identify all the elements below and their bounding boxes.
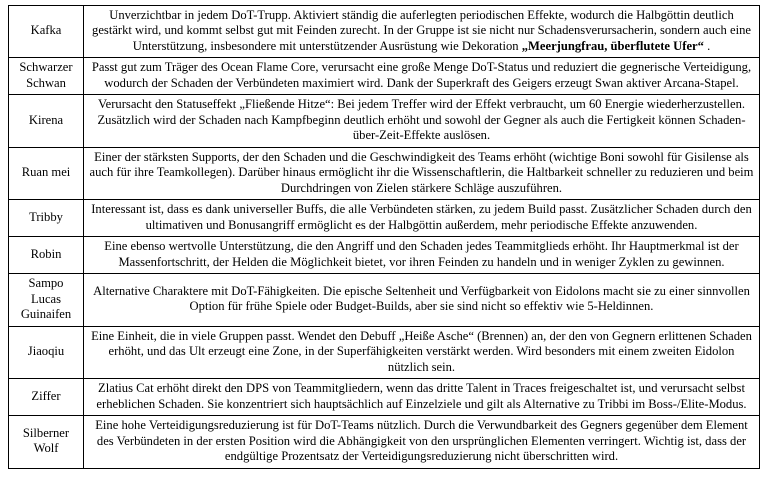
character-description-text [88, 97, 755, 143]
table-row [9, 95, 760, 147]
character-description-text [88, 381, 755, 412]
description-fragment: Passt gut zum Träger des Ocean Flame Core, verursacht eine große Menge DoT-Status und reduziert die gegnerische Verteidigung, wodurch der Schaden der Verbündeten maximiert wird. Dank der Superkraft des Geigers erzeugt Swan aktiver Arcana-Stapel. [91, 60, 752, 90]
character-description-cell [84, 95, 760, 147]
table-row [9, 147, 760, 199]
table-row [9, 200, 760, 237]
character-description-cell [84, 58, 760, 95]
character-name-cell: Schwarzer Schwan [9, 58, 84, 95]
character-description-cell [84, 274, 760, 326]
table-row [9, 58, 760, 95]
character-description-text [88, 284, 755, 315]
table-row [9, 237, 760, 274]
description-fragment: . [703, 38, 711, 53]
character-description-text [88, 60, 755, 91]
character-table-body [9, 6, 760, 469]
description-fragment: Verursacht den Statuseffekt „Fließende Hitze“: Bei jedem Treffer wird der Effekt verbraucht, um 60 Energie wiederherzustellen. Zusätzlich wird der Schaden nach Kampfbeginn deutlich erhöht und sowohl der Gegner als auch die Fertigkeit können Schaden-über-Zeit-Effekte auslösen. [97, 97, 746, 143]
character-description-cell [84, 237, 760, 274]
character-description-text [88, 8, 755, 54]
description-fragment: Eine Einheit, die in viele Gruppen passt. Wendet den Debuff „Heiße Asche“ (Brennen) an, der den von Gegnern erlittenen Schaden erhöht, und das Ult erzeugt eine Zone, in der Superfähigkeiten verstärkt werden. Wird besonders mit einem zweiten Eidolon nützlich sein. [91, 328, 752, 374]
description-fragment: Eine hohe Verteidigungsreduzierung ist für DoT-Teams nützlich. Durch die Verwundbarkeit des Gegners gegenüber dem Element des Verbündeten in der ersten Position wird die Abhängigkeit von den ursprünglichen Elementen verringert. Wichtig ist, dass der endgültige Prozentsatz der Verteidigungsreduzierung nicht überschritten wird. [95, 418, 748, 464]
character-name-cell: Tribby [9, 200, 84, 237]
character-description-cell [84, 379, 760, 416]
character-name-cell: Ziffer [9, 379, 84, 416]
description-fragment: Alternative Charaktere mit DoT-Fähigkeiten. Die epische Seltenheit und Verfügbarkeit von Eidolons macht sie zu einer sinnvollen Option für frühe Spiele oder Budget-Builds, aber sie sind nicht so effektiv wie 5-Heldinnen. [93, 284, 750, 314]
description-fragment: Zlatius Cat erhöht direkt den DPS von Teammitgliedern, wenn das dritte Talent in Traces freigeschaltet ist, und verursacht selbst erheblichen Schaden. Sie konzentriert sich hauptsächlich auf Einzelziele und gilt als Alternative zu Tribbi im Boss-/Elite-Modus. [96, 381, 747, 411]
description-fragment: Eine ebenso wertvolle Unterstützung, die den Angriff und den Schaden jedes Teammitglieds erhöht. Ihr Hauptmerkmal ist der Massenfortschritt, der Helden die Möglichkeit bietet, vor ihren Feinden zu handeln und in weniger Zyklen zu gewinnen. [104, 239, 739, 269]
table-row [9, 6, 760, 58]
character-description-text [88, 150, 755, 196]
character-description-text [88, 329, 755, 375]
character-description-cell [84, 416, 760, 468]
character-table [8, 5, 760, 469]
character-description-cell [84, 200, 760, 237]
table-row [9, 379, 760, 416]
table-row [9, 326, 760, 378]
description-fragment: Einer der stärksten Supports, der den Schaden und die Geschwindigkeit des Teams erhöht (wichtige Boni sowohl für Gisilense als auch für ihre Teamkollegen). Darüber hinaus ermöglicht ihr die Wissenschaftlerin, die Haltbarkeit schneller zu reduzieren und beim Durchdringen von Zielen stärkere Schläge auszuführen. [89, 149, 754, 195]
character-name-cell: Silberner Wolf [9, 416, 84, 468]
description-fragment: Interessant ist, dass es dank universeller Buffs, die alle Verbündeten stärken, zu jedem Build passt. Zusätzlicher Schaden durch den ultimativen und Bonusangriff ermöglicht es der Halbgöttin außerdem, mehr periodische Effekte anzuwenden. [91, 202, 752, 232]
character-name-cell: Robin [9, 237, 84, 274]
character-description-cell [84, 147, 760, 199]
character-table-container [8, 5, 760, 469]
character-description-cell [84, 6, 760, 58]
character-name-cell: Kafka [9, 6, 84, 58]
character-name-cell: Ruan mei [9, 147, 84, 199]
description-emphasis: „Meerjungfrau, überflutete Ufer“ [521, 38, 704, 53]
character-name-cell: Kirena [9, 95, 84, 147]
character-description-text [88, 202, 755, 233]
description-fragment: Unverzichtbar in jedem DoT-Trupp. Aktiviert ständig die auferlegten periodischen Effekte, wodurch die Halbgöttin deutlich gestärkt wird, und kommt selbst gut mit Feinden zurecht. In der Gruppe ist sie nicht nur Schadensverursacherin, sondern auch eine Unterstützung, insbesondere mit unterstützender Ausrüstung wie Dekoration [92, 8, 751, 53]
table-row [9, 416, 760, 468]
character-name-cell: Jiaoqiu [9, 326, 84, 378]
character-description-text [88, 239, 755, 270]
table-row [9, 274, 760, 326]
character-name-cell: Sampo Lucas Guinaifen [9, 274, 84, 326]
character-description-text [88, 418, 755, 464]
character-description-cell [84, 326, 760, 378]
